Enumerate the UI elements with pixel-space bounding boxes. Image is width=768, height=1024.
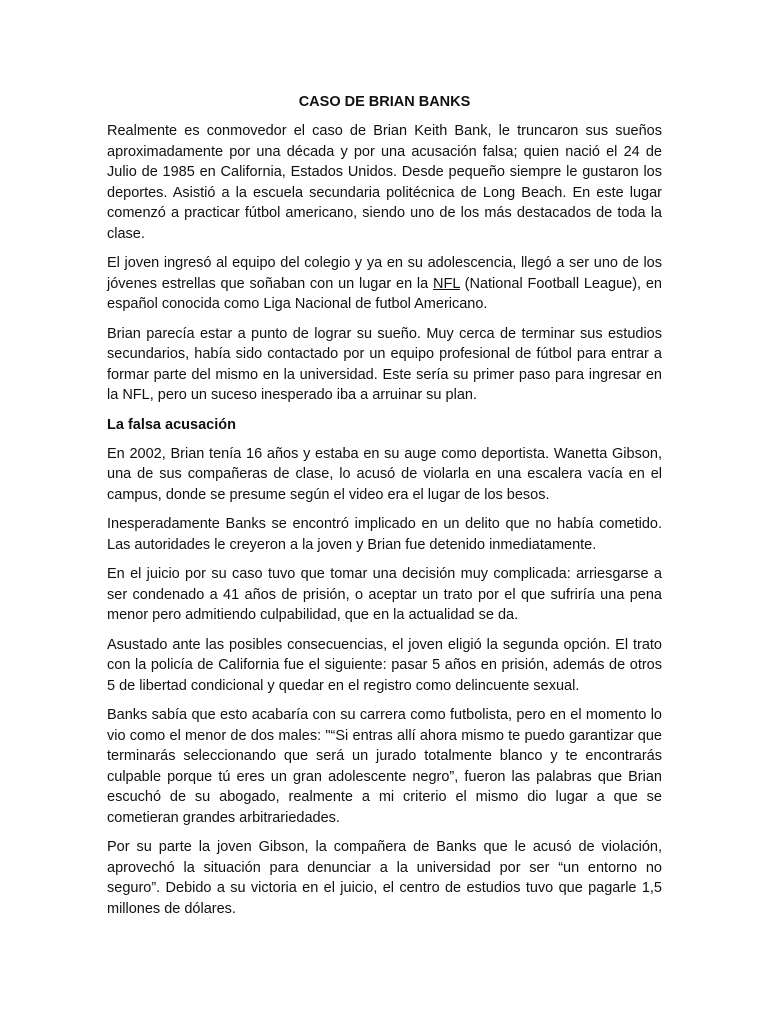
document-page	[107, 92, 662, 928]
document-title: CASO DE BRIAN BANKS	[298, 94, 471, 110]
paragraph-trial: En el juicio por su caso tuvo que tomar una decisión muy complicada: arriesgarse a ser condenado a 41 años de prisión, o aceptar un trato por el que sufriría una pena menor pero admitiendo culpabilidad, que en la actualidad se da.	[107, 566, 662, 623]
paragraph-gibson: Por su parte la joven Gibson, la compañera de Banks que le acusó de violación, aprovechó la situación para denunciar a la universidad por ser “un entorno no seguro”. Debido a su victoria en el juicio, el centro de estudios tuvo que pagarle 1,5 millones de dólares.	[107, 839, 662, 917]
paragraph-lawyer: Banks sabía que esto acabaría con su carrera como futbolista, pero en el momento lo vio como el menor de dos males: "“Si entras allí ahora mismo te puedo garantizar que terminarás seleccionando que será un jurado totalmente blanco y te encontrarás culpable porque tú eres un gran adolescente negro”, fueron las palabras que Brian escuchó de su abogado, realmente a mi criterio el mismo dio lugar a que se cometieran grandes arbitrariedades.	[107, 707, 662, 826]
paragraph-implicated: Inesperadamente Banks se encontró implicado en un delito que no había cometido. Las autoridades le creyeron a la joven y Brian fue detenido inmediatamente.	[107, 516, 662, 553]
paragraph-team-text-start: El joven ingresó al equipo del colegio y ya en su adolescencia, llegó a ser uno de los jóvenes estrellas que soñaban con un lugar en la	[107, 255, 662, 292]
paragraph-intro: Realmente es conmovedor el caso de Brian Keith Bank, le truncaron sus sueños aproximadamente por una década y por una acusación falsa; quien nació el 24 de Julio de 1985 en California, Estados Unidos. Desde pequeño siempre le gustaron los deportes. Asistió a la escuela secundaria politécnica de Long Beach. En este lugar comenzó a practicar fútbol americano, siendo uno de los más destacados de toda la clase.	[107, 123, 662, 242]
paragraph-team	[107, 253, 662, 315]
nfl-link[interactable]: NFL	[433, 275, 460, 292]
paragraph-dream: Brian parecía estar a punto de lograr su sueño. Muy cerca de terminar sus estudios secundarios, había sido contactado por un equipo profesional de fútbol para entrar a formar parte del mismo en la universidad. Este sería su primer paso para ingresar en la NFL, pero un suceso inesperado iba a arruinar su plan.	[107, 325, 662, 403]
paragraph-accusation: En 2002, Brian tenía 16 años y estaba en su auge como deportista. Wanetta Gibson, una de sus compañeras de clase, lo acusó de violarla en una escalera vacía en el campus, donde se presume según el video era el lugar de los besos.	[107, 445, 662, 503]
section-heading: La falsa acusación	[107, 416, 236, 433]
paragraph-team-text-end: (National Football League), en español conocida como Liga Nacional de futbol Americano.	[107, 275, 662, 312]
paragraph-deal: Asustado ante las posibles consecuencias, el joven eligió la segunda opción. El trato con la policía de California fue el siguiente: pasar 5 años en prisión, además de otros 5 de libertad condicional y quedar en el registro como delincuente sexual.	[107, 636, 662, 694]
